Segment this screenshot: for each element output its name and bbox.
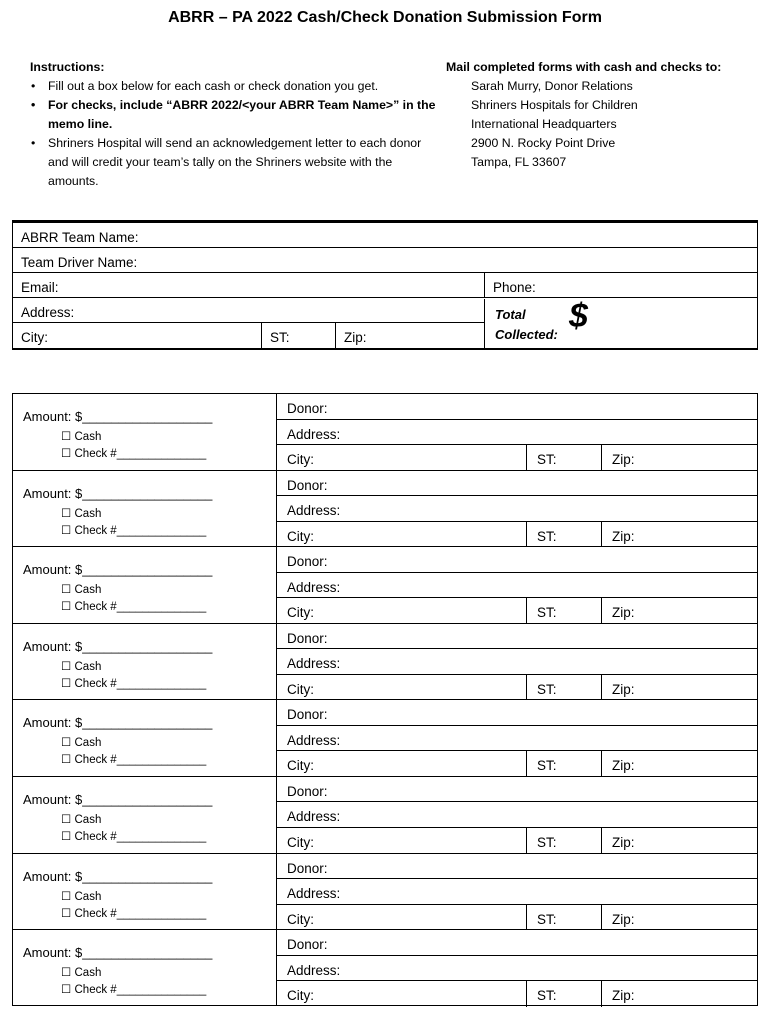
donation-amount-area (13, 471, 277, 547)
amount-field[interactable]: Amount: $__________________ (23, 409, 213, 424)
amount-field[interactable]: Amount: $__________________ (23, 485, 213, 501)
cash-checkbox[interactable]: ☐ Cash (61, 890, 102, 903)
cash-checkbox[interactable]: ☐ Cash (61, 507, 102, 520)
donor-zip-field[interactable]: Zip: (601, 828, 757, 854)
donor-address-field[interactable]: Address: (277, 649, 757, 675)
donor-address-field[interactable]: Address: (277, 956, 757, 982)
team-name-row[interactable] (13, 223, 757, 248)
donation-entries (12, 393, 758, 1006)
check-number-field[interactable]: ☐ Check #______________ (61, 984, 207, 997)
donor-city-field[interactable]: City: (287, 681, 314, 697)
email-phone-row (13, 273, 757, 298)
mailing-heading: Mail completed forms with cash and checks to: (446, 60, 722, 74)
donor-zip-field[interactable]: Zip: (601, 598, 757, 624)
donor-address-field[interactable]: Address: (277, 573, 757, 599)
mailing-address-section (446, 58, 761, 172)
cash-checkbox[interactable]: ☐ Cash (61, 584, 102, 597)
instructions-heading: Instructions: (30, 60, 105, 74)
donor-address-field[interactable]: Address: (277, 802, 757, 828)
donor-zip-field[interactable]: Zip: (601, 981, 757, 1007)
donor-info-area (277, 547, 757, 623)
phone-field[interactable]: Phone: (484, 273, 757, 298)
donor-zip-field[interactable]: Zip: (601, 905, 757, 931)
cash-checkbox[interactable]: ☐ Cash (61, 967, 102, 980)
donor-state-field[interactable]: ST: (526, 445, 601, 471)
instruction-item: • Shriners Hospital will send an acknowledgement letter to each donor and will credit your team’s tally on the Shriners website with the amounts. (30, 134, 440, 191)
cash-checkbox[interactable]: ☐ Cash (61, 660, 102, 673)
donor-info-area (277, 624, 757, 700)
check-number-field[interactable]: ☐ Check #______________ (61, 601, 207, 614)
donation-box (12, 546, 758, 623)
donor-name-field[interactable]: Donor: (277, 547, 757, 573)
donor-name-field[interactable]: Donor: (277, 394, 757, 420)
donor-name-field[interactable]: Donor: (277, 700, 757, 726)
mailing-line: 2900 N. Rocky Point Drive (471, 136, 616, 150)
donor-zip-field[interactable]: Zip: (601, 675, 757, 701)
mailing-line: Tampa, FL 33607 (471, 155, 567, 169)
mailing-line: Shriners Hospitals for Children (471, 98, 638, 112)
donor-name-field[interactable]: Donor: (277, 930, 757, 956)
amount-field[interactable]: Amount: $__________________ (23, 715, 213, 731)
donor-address-field[interactable]: Address: (277, 420, 757, 446)
donor-info-area (277, 930, 757, 1005)
donor-info-area (277, 471, 757, 547)
donor-address-field[interactable]: Address: (277, 496, 757, 522)
cash-checkbox[interactable]: ☐ Cash (61, 813, 102, 826)
cash-checkbox[interactable]: ☐ Cash (61, 431, 102, 443)
donor-city-field[interactable]: City: (287, 758, 314, 774)
donor-state-field[interactable]: ST: (526, 522, 601, 548)
donor-name-field[interactable]: Donor: (277, 471, 757, 497)
team-name-label: ABRR Team Name: (21, 230, 139, 245)
donor-zip-field[interactable]: Zip: (601, 751, 757, 777)
donor-info-area (277, 854, 757, 930)
mailing-line: Sarah Murry, Donor Relations (471, 79, 633, 93)
dollar-sign: $ (569, 297, 588, 335)
instruction-item: • For checks, include “ABRR 2022/<your ABRR Team Name>” in the memo line. (30, 96, 440, 134)
instruction-item: • Fill out a box below for each cash or check donation you get. (30, 77, 440, 96)
donation-box (12, 393, 758, 470)
donation-amount-area (13, 854, 277, 930)
check-number-field[interactable]: ☐ Check #______________ (61, 524, 207, 537)
form-title: ABRR – PA 2022 Cash/Check Donation Submission Form (168, 9, 602, 26)
donor-zip-field[interactable]: Zip: (601, 445, 757, 471)
donation-amount-area (13, 777, 277, 853)
check-number-field[interactable]: ☐ Check #______________ (61, 448, 207, 460)
amount-field[interactable]: Amount: $__________________ (23, 868, 213, 884)
donation-amount-area (13, 547, 277, 623)
cash-checkbox[interactable]: ☐ Cash (61, 737, 102, 750)
donor-name-field[interactable]: Donor: (277, 777, 757, 803)
donation-box (12, 470, 758, 547)
donor-info-area (277, 394, 757, 470)
amount-field[interactable]: Amount: $__________________ (23, 791, 213, 807)
donor-state-field[interactable]: ST: (526, 828, 601, 854)
amount-field[interactable]: Amount: $__________________ (23, 638, 213, 654)
total-label-line2: Collected: (495, 327, 558, 342)
state-field[interactable]: ST: (261, 323, 335, 348)
instructions-section (30, 58, 440, 191)
city-row (13, 323, 484, 348)
donor-address-field[interactable]: Address: (277, 726, 757, 752)
total-label-line1: Total (495, 307, 526, 322)
donor-state-field[interactable]: ST: (526, 598, 601, 624)
check-number-field[interactable]: ☐ Check #______________ (61, 754, 207, 767)
donor-name-field[interactable]: Donor: (277, 624, 757, 650)
email-field[interactable]: Email: (21, 280, 59, 295)
donor-state-field[interactable]: ST: (526, 905, 601, 931)
donor-city-field[interactable]: City: (287, 605, 314, 621)
instructions-list (30, 77, 440, 191)
donation-amount-area (13, 930, 277, 1005)
team-info-table (12, 220, 758, 350)
donation-box (12, 929, 758, 1006)
donor-info-area (277, 700, 757, 776)
donation-amount-area (13, 394, 277, 470)
donor-city-field[interactable]: City: (287, 911, 314, 927)
donor-city-field[interactable]: City: (287, 452, 314, 467)
donation-amount-area (13, 700, 277, 776)
donor-city-field[interactable]: City: (287, 528, 314, 544)
address-row[interactable] (13, 298, 484, 323)
donation-box (12, 853, 758, 930)
donor-name-field[interactable]: Donor: (277, 854, 757, 880)
donor-info-area (277, 777, 757, 853)
city-field[interactable]: City: (21, 330, 48, 345)
address-label: Address: (21, 305, 75, 320)
check-number-field[interactable]: ☐ Check #______________ (61, 830, 207, 843)
total-collected-field[interactable] (484, 299, 757, 348)
zip-field[interactable]: Zip: (335, 323, 484, 348)
donor-state-field[interactable]: ST: (526, 751, 601, 777)
donation-box (12, 699, 758, 776)
donor-city-field[interactable]: City: (287, 988, 314, 1004)
driver-name-row[interactable] (13, 248, 757, 273)
check-number-field[interactable]: ☐ Check #______________ (61, 907, 207, 920)
donation-amount-area (13, 624, 277, 700)
donor-city-field[interactable]: City: (287, 834, 314, 850)
total-collected-label (495, 305, 558, 345)
donation-box (12, 623, 758, 700)
donor-zip-field[interactable]: Zip: (601, 522, 757, 548)
check-number-field[interactable]: ☐ Check #______________ (61, 677, 207, 690)
donor-state-field[interactable]: ST: (526, 675, 601, 701)
donor-address-field[interactable]: Address: (277, 879, 757, 905)
driver-name-label: Team Driver Name: (21, 255, 138, 270)
mailing-line: International Headquarters (471, 117, 617, 131)
donation-box (12, 776, 758, 853)
amount-field[interactable]: Amount: $__________________ (23, 562, 213, 578)
donor-state-field[interactable]: ST: (526, 981, 601, 1007)
amount-field[interactable]: Amount: $__________________ (23, 945, 213, 961)
